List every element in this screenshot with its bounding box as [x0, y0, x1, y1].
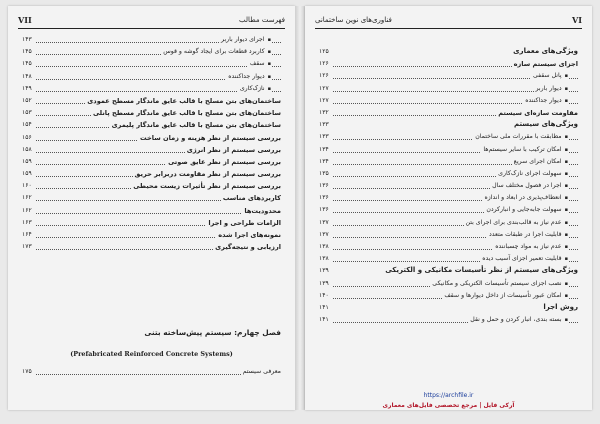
entry-page: ۱۴۵	[22, 48, 32, 56]
toc-entry	[319, 70, 578, 82]
entry-page: ۱۳۸	[319, 255, 329, 263]
book-gutter	[295, 6, 305, 410]
entry-title: ▪ نازک‌کاری	[238, 85, 271, 92]
entry-page: ۱۳۹	[319, 267, 329, 275]
entry-page: ۱۴۹	[22, 84, 32, 92]
entry-page: ۱۲۷	[319, 96, 329, 104]
entry-page: ۱۴۱	[319, 303, 329, 311]
entry-title: ▪ امکان عبور تأسیسات از داخل دیوارها و سقف	[442, 292, 568, 299]
running-title: فهرست مطالب	[238, 16, 285, 24]
entry-title: ▪ بسته بندی، انبار کردن و حمل و نقل	[468, 316, 568, 323]
entry-page: ۱۴۳	[22, 36, 32, 43]
entry-title: کاربردهای مناسب	[222, 194, 281, 203]
dot-leader	[36, 66, 281, 67]
entry-page: ۱۳۸	[319, 243, 329, 250]
page-number: VII	[18, 15, 32, 25]
entry-page: ۱۲۶	[319, 60, 329, 68]
entry-title: ▪ قابلیت اجرا در طبقات متعدد	[487, 231, 568, 238]
entry-title: معرفی سیستم	[242, 368, 281, 375]
entry-title: ساختمان‌های بتن مسلح با قالب عایق ماندگار پلیمری	[111, 121, 281, 130]
footer-url[interactable]: https://archfile.ir	[423, 392, 474, 399]
toc-entry	[22, 156, 281, 168]
toc-entry	[22, 107, 281, 119]
entry-title: روش اجرا	[543, 302, 578, 311]
toc-entry	[319, 253, 578, 265]
entry-title: ساختمان‌های بتن مسلح با قالب عایق ماندگار مسطح پانلی	[92, 109, 281, 118]
entry-page: ۱۶۲	[22, 194, 32, 202]
toc-entry	[319, 290, 578, 302]
toc-entry	[319, 156, 578, 168]
entry-title: بررسی سیستم از نظر عایق صوتی	[168, 157, 281, 166]
entry-title: ▪ دیوار باربر	[534, 85, 568, 92]
entry-title: نمونه‌های اجرا شده	[218, 231, 281, 239]
entry-title: الزامات طراحی و اجرا	[208, 218, 281, 227]
toc-entry	[319, 95, 578, 107]
toc-entry	[319, 217, 578, 229]
entry-page: ۱۵۳	[22, 109, 32, 117]
entry-page: ۱۶۲	[22, 206, 32, 214]
entry-title: ▪ سهولت اجرای نازک‌کاری	[496, 170, 568, 177]
entry-title: ▪ اجرا در فصول مختلف سال	[490, 182, 568, 189]
left-page-header	[18, 14, 285, 29]
entry-page: ۱۵۴	[22, 121, 32, 129]
entry-page: ۱۵۲	[22, 96, 32, 104]
entry-page: ۱۳۷	[319, 230, 329, 238]
entry-page: ۱۳۶	[319, 194, 329, 202]
right-page	[305, 6, 592, 410]
entry-page: ۱۷۵	[22, 368, 32, 375]
right-page-header	[315, 14, 582, 29]
entry-page: ۱۶۴	[22, 231, 32, 238]
entry-page: ۱۴۱	[319, 316, 329, 324]
toc-entry	[319, 265, 578, 277]
toc-entry	[22, 132, 281, 144]
toc-entry	[22, 95, 281, 107]
entry-page: ۱۶۳	[22, 218, 32, 226]
footer-watermark-text: آرکی فایل | مرجع تخصصی فایل‌های معماری	[382, 402, 515, 409]
entry-page: ۱۲۵	[319, 48, 329, 55]
entry-title: بررسی سیستم از نظر تأثیرات زیست محیطی	[133, 182, 281, 191]
toc-entry	[22, 241, 281, 253]
toc-entry	[22, 217, 281, 229]
toc-entry	[22, 46, 281, 58]
entry-page: ۱۲۶	[319, 72, 329, 80]
entry-title: ارزیابی و نتیجه‌گیری	[215, 243, 281, 252]
entry-title: ▪ سقف	[248, 60, 271, 67]
toc-entry	[319, 131, 578, 143]
entry-title: ▪ امکان ترکیب با سایر سیستم‌ها	[481, 146, 568, 153]
entry-page: ۱۵۶	[22, 133, 32, 141]
entry-title: ▪ اجرای دیوار باربر	[219, 36, 271, 43]
entry-title: ▪ عدم نیاز به مواد چسباننده	[493, 243, 568, 250]
entry-page: ۱۳۴	[319, 145, 329, 153]
entry-title: ▪ امکان اجرای سریع	[512, 158, 568, 165]
toc-list-right	[319, 46, 578, 326]
running-title: فناوری‌های نوین ساختمانی	[315, 16, 392, 24]
toc-entry	[319, 180, 578, 192]
entry-page: ۱۳۳	[319, 133, 329, 141]
entry-page: ۱۷۳	[22, 243, 32, 251]
entry-page: ۱۳۷	[319, 218, 329, 226]
entry-page: ۱۶۰	[22, 182, 32, 190]
entry-title: ▪ نصب اجزای سیستم تأسیسات الکتریکی و مکانیکی	[430, 280, 568, 287]
entry-page: ۱۳۴	[319, 157, 329, 165]
entry-page: ۱۵۹	[22, 157, 32, 165]
toc-entry	[319, 119, 578, 131]
toc-entry	[22, 229, 281, 241]
toc-entry	[22, 58, 281, 70]
entry-title: بررسی سیستم از نظر هزینه و زمان ساخت	[139, 133, 281, 142]
entry-page: ۱۴۵	[22, 60, 32, 68]
entry-title: بررسی سیستم از نظر مقاومت دربرابر حریق	[134, 170, 281, 179]
toc-entry	[22, 119, 281, 131]
entry-title: ▪ مطابقت با مقررات ملی ساختمان	[473, 133, 568, 140]
toc-entry	[319, 229, 578, 241]
toc-entry	[319, 58, 578, 70]
entry-page: ۱۵۸	[22, 145, 32, 153]
entry-title: بررسی سیستم از نظر انرژی	[186, 145, 281, 154]
left-page	[8, 6, 295, 410]
entry-title: ▪ قابلیت تعمیر اجزای آسیب دیده	[480, 255, 568, 262]
entry-page: ۱۳۵	[319, 169, 329, 177]
toc-entry	[22, 144, 281, 156]
entry-title: محدودیت‌ها	[244, 206, 281, 215]
toc-entry	[319, 314, 578, 326]
entry-page: ۱۴۸	[22, 72, 32, 80]
entry-title: ویژگی‌های معماری	[513, 47, 578, 55]
chapter-english-title: (Prefabricated Reinforced Concrete Systems)	[70, 350, 233, 358]
toc-entry	[22, 83, 281, 95]
entry-title: اجزای سیستم سازه	[513, 60, 578, 69]
entry-page: ۱۳۳	[319, 121, 329, 129]
toc-entry	[22, 71, 281, 83]
entry-title: ▪ پانل سقفی	[531, 72, 568, 79]
entry-title: ▪ عدم نیاز به قالب‌بندی برای اجرای بتن	[464, 219, 568, 226]
entry-page: ۱۲۷	[319, 84, 329, 92]
entry-page: ۱۵۹	[22, 170, 32, 178]
entry-page: ۱۴۰	[319, 291, 329, 299]
toc-entry	[319, 278, 578, 290]
entry-page: ۱۳۲	[319, 108, 329, 116]
toc-entry	[319, 107, 578, 119]
toc-entry	[22, 168, 281, 180]
toc-entry	[319, 46, 578, 58]
entry-title: ▪ سهولت جابه‌جایی و انبارکردن	[484, 206, 568, 213]
entry-title: ساختمان‌های بتن مسلح با قالب عایق ماندگار مسطح عمودی	[87, 96, 281, 105]
toc-list-left	[22, 34, 281, 253]
page-number: VI	[572, 15, 582, 25]
toc-entry	[319, 302, 578, 314]
toc-entry	[319, 83, 578, 95]
entry-title: مقاومت سازه‌ای سیستم	[498, 108, 578, 117]
entry-title: ▪ کاربرد قطعات برای ایجاد گوشه و قوس	[161, 48, 271, 55]
entry-title: ▪ دیوار جداکننده	[226, 73, 271, 80]
entry-page: ۱۳۶	[319, 182, 329, 190]
toc-entry	[319, 168, 578, 180]
toc-entry	[22, 34, 281, 46]
toc-entry	[22, 192, 281, 204]
entry-page: ۱۳۶	[319, 206, 329, 214]
toc-entry	[22, 205, 281, 217]
toc-entry	[319, 204, 578, 216]
entry-title: ▪ انعطاف‌پذیری در ابعاد و اندازه	[483, 194, 568, 201]
toc-entry	[319, 192, 578, 204]
toc-entry	[22, 180, 281, 192]
entry-title: ▪ دیوار جداکننده	[523, 97, 568, 104]
entry-page: ۱۳۹	[319, 279, 329, 287]
entry-title: ویژگی‌های سیستم	[513, 120, 578, 129]
toc-entry	[319, 144, 578, 156]
chapter-heading: فصل چهارم: سیستم پیش‌ساخته بتنی	[144, 328, 281, 337]
entry-title: ویژگی‌های سیستم از نظر تأسیسات مکانیکی و الکتریکی	[385, 266, 578, 275]
toc-entry	[319, 241, 578, 253]
chapter-entry	[22, 366, 281, 378]
